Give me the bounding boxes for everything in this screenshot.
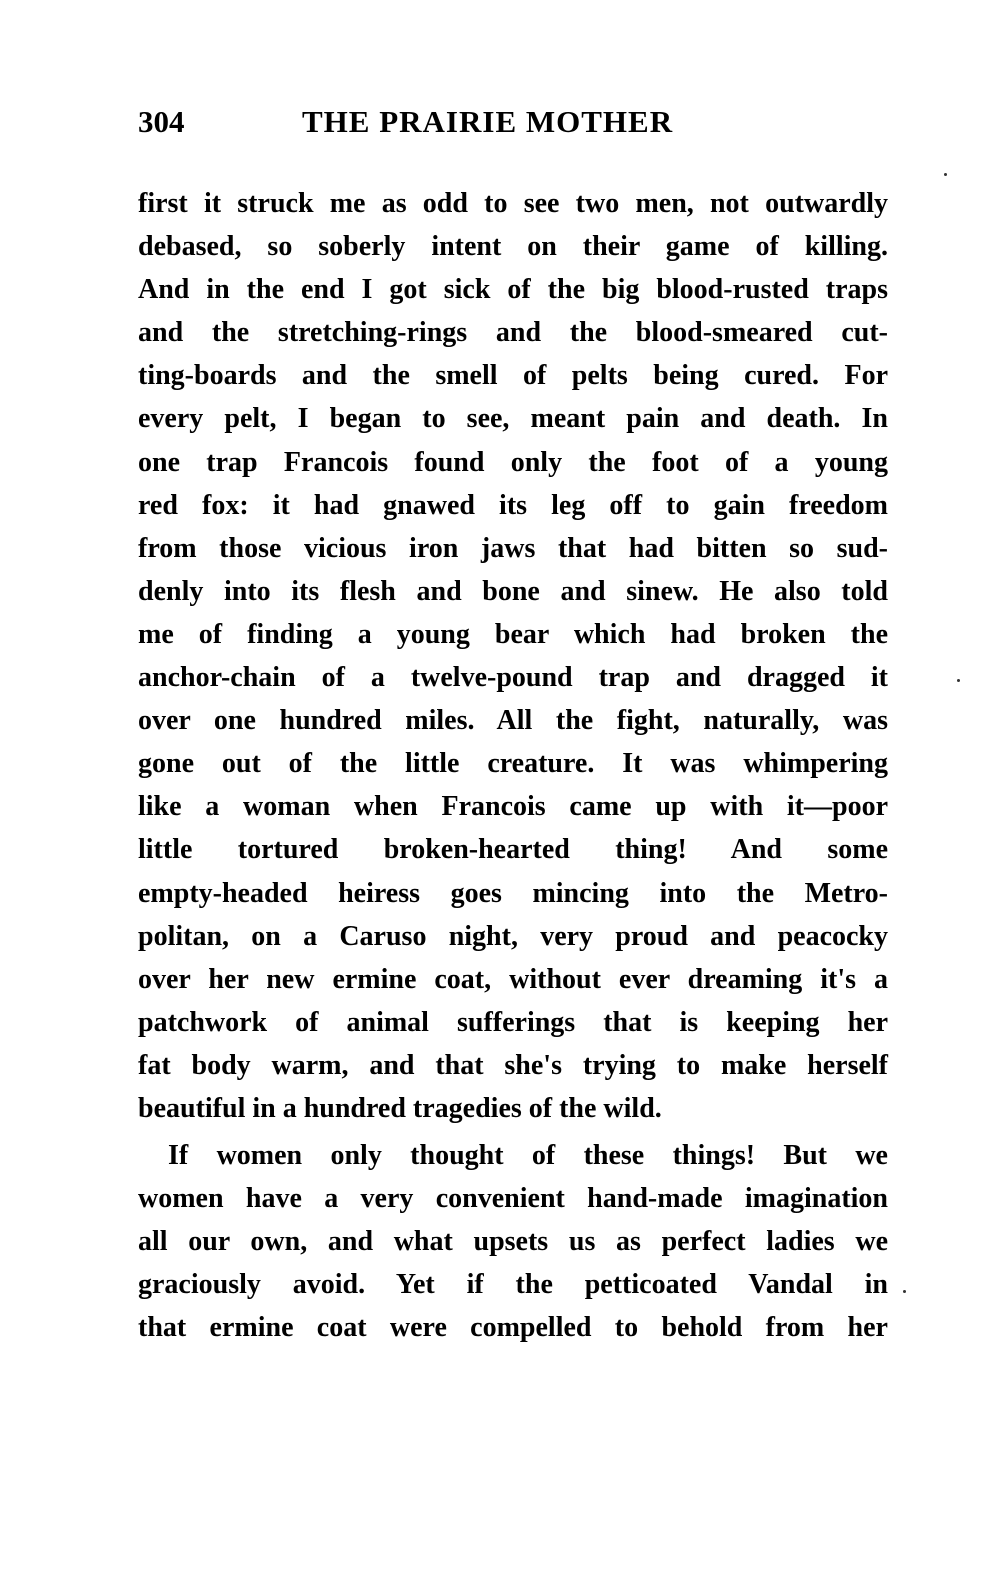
text-line: every pelt, I began to see, meant pain and death. In [138,403,888,435]
page-header [138,104,898,148]
text-line: politan, on a Caruso night, very proud and peacocky [138,920,888,952]
text-line: all our own, and what upsets us as perfect ladies we [138,1226,888,1258]
text-line: that ermine coat were compelled to behold from her [138,1312,888,1344]
text-line: denly into its flesh and bone and sinew. He also told [138,575,888,607]
text-line: ting-boards and the smell of pelts being cured. For [138,360,888,392]
text-line: little tortured broken-hearted thing! And some [138,834,888,866]
text-line: like a woman when Francois came up with it—poor [138,791,888,823]
text-line: me of finding a young bear which had broken the [138,618,888,650]
text-line: patchwork of animal sufferings that is keeping her [138,1006,888,1038]
text-line: women have a very convenient hand-made imagination [138,1183,888,1215]
text-line: empty-headed heiress goes mincing into the Metro- [138,877,888,909]
paragraph [138,182,888,1130]
text-line: red fox: it had gnawed its leg off to gain freedom [138,489,888,521]
text-line: fat body warm, and that she's trying to make herself [138,1049,888,1081]
print-speck [957,679,960,682]
text-line: graciously avoid. Yet if the petticoated Vandal in [138,1269,888,1301]
running-title: THE PRAIRIE MOTHER [302,104,674,139]
text-line: debased, so soberly intent on their game of killing. [138,231,888,263]
text-line: gone out of the little creature. It was whimpering [138,748,888,780]
text-line: If women only thought of these things! But we [168,1140,888,1172]
text-line: and the stretching-rings and the blood-smeared cut- [138,317,888,349]
body-text [138,182,888,1350]
text-line: anchor-chain of a twelve-pound trap and dragged it [138,662,888,694]
page-number: 304 [138,104,185,139]
text-line: over one hundred miles. All the fight, naturally, was [138,705,888,737]
print-speck [903,1290,906,1293]
text-line: from those vicious iron jaws that had bitten so sud- [138,532,888,564]
text-line: first it struck me as odd to see two men, not outwardly [138,188,888,219]
text-line: beautiful in a hundred tragedies of the wild. [138,1092,662,1124]
text-line: over her new ermine coat, without ever dreaming it's a [138,963,888,995]
paragraph [138,1134,888,1349]
text-line: one trap Francois found only the foot of a young [138,446,888,478]
text-line: And in the end I got sick of the big blood-rusted traps [138,274,888,306]
print-speck [944,173,947,176]
